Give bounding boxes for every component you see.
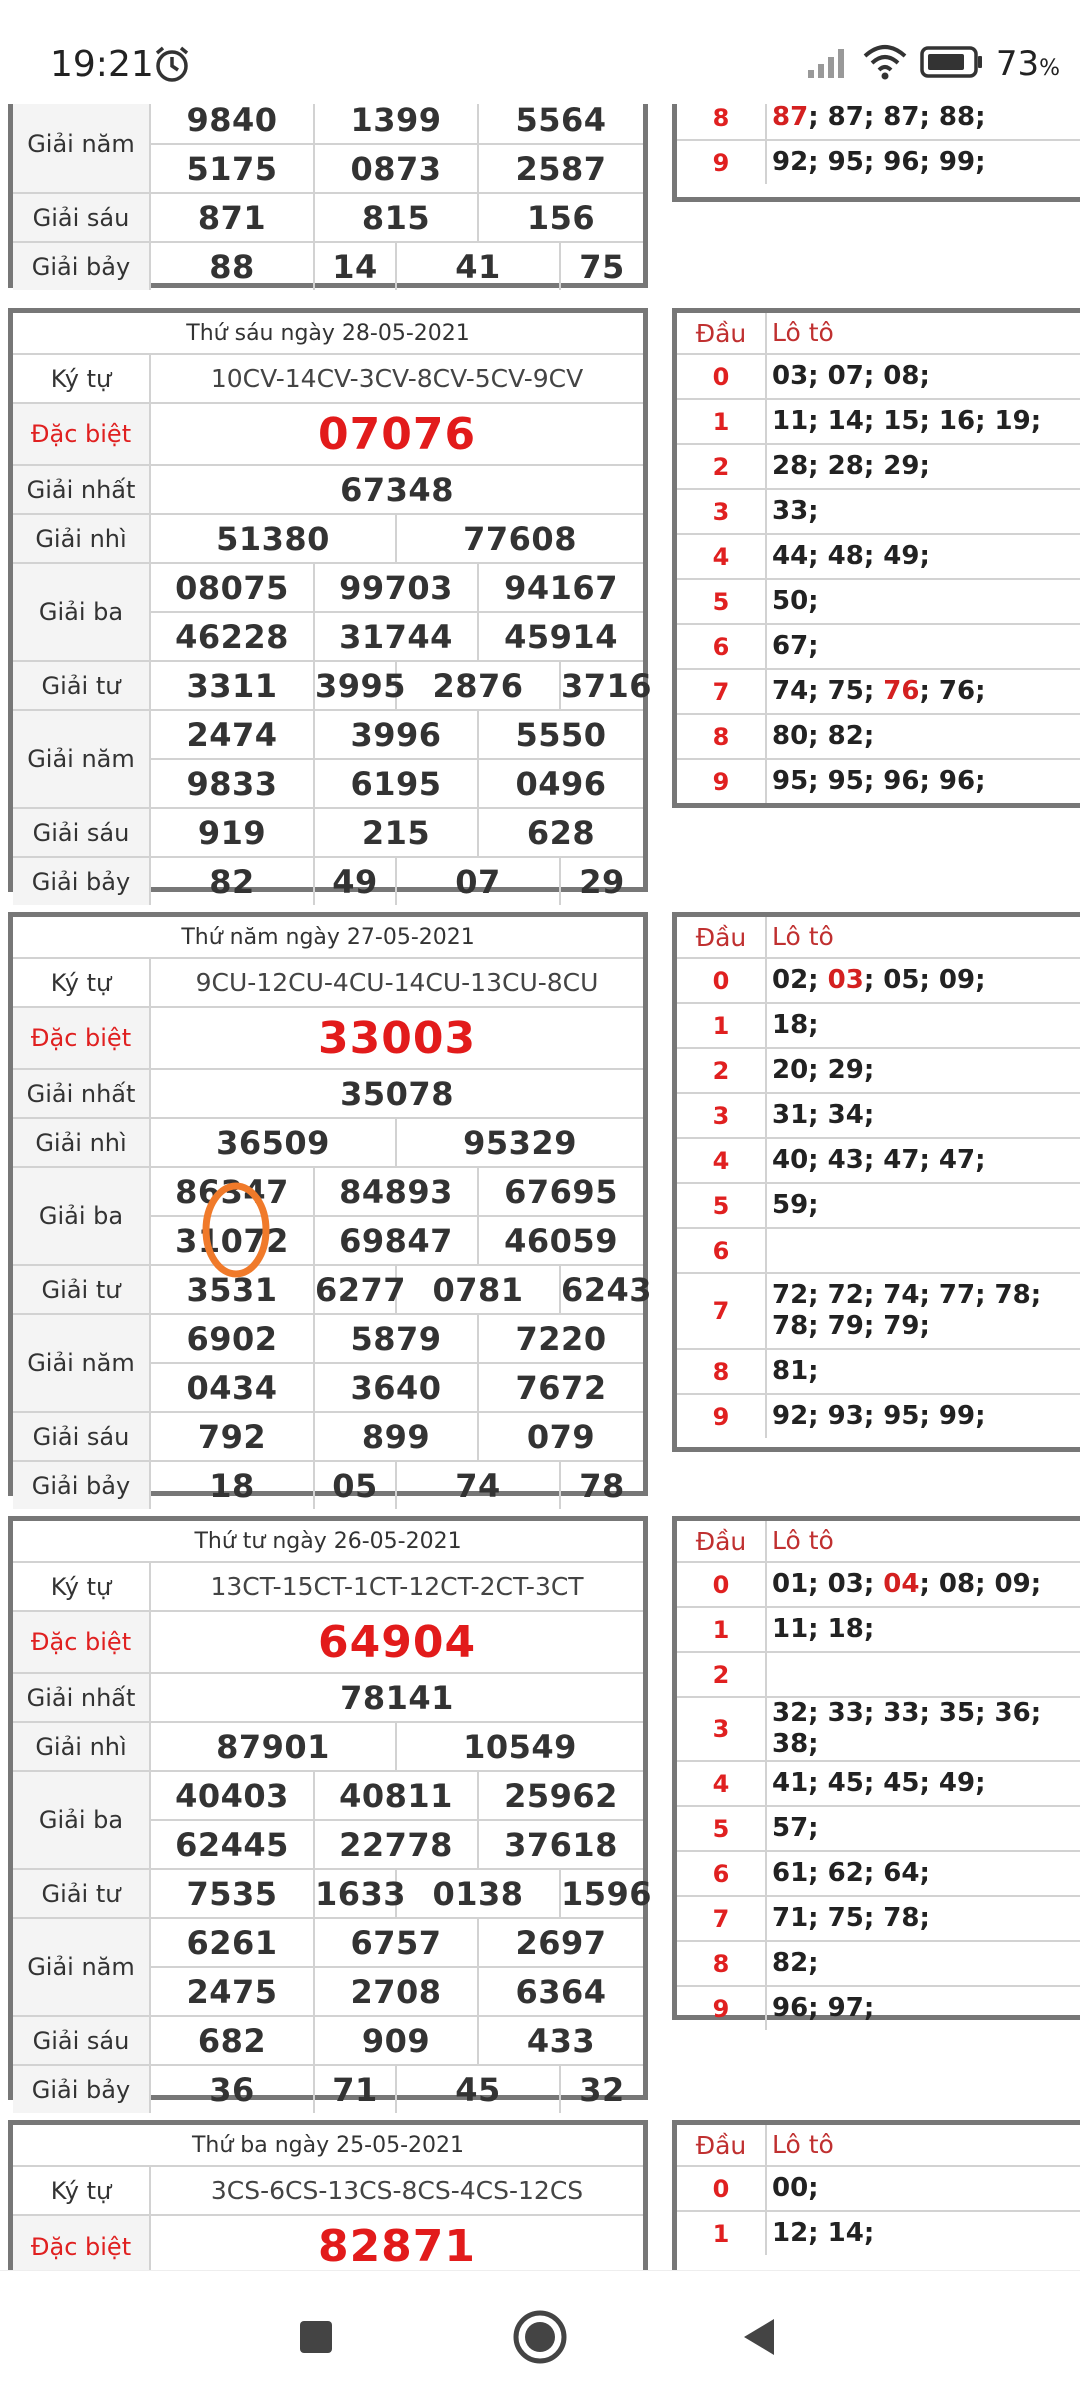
dau-cell: 8: [677, 714, 766, 759]
prize-cell: 0781: [396, 1265, 560, 1314]
loto-cell: 03; 07; 08;: [766, 354, 1080, 399]
loto-header: Lô tô: [766, 2125, 1080, 2166]
back-button[interactable]: [724, 2301, 796, 2373]
circle-icon: [512, 2309, 568, 2365]
prize-cell: 07: [396, 857, 560, 905]
dau-cell: 5: [677, 579, 766, 624]
loto-text: ; 05; 09;: [863, 964, 986, 995]
dau-cell: 6: [677, 1228, 766, 1273]
loto-cell: 59;: [766, 1183, 1080, 1228]
prize-cell: 95329: [396, 1118, 643, 1167]
prize-cell: 05: [314, 1461, 396, 1509]
prize-cell: 3996: [314, 710, 478, 759]
label-giai-tu: Giải tư: [13, 661, 150, 710]
loto-cell: 33;: [766, 489, 1080, 534]
prize-cell: 433: [478, 2016, 643, 2065]
loto-table-26-05: [672, 1516, 1080, 2024]
loto-table-partial: [672, 104, 1080, 202]
loto-cell: [766, 104, 1080, 140]
dau-cell: 4: [677, 534, 766, 579]
label-giai-nam: Giải năm: [13, 104, 150, 193]
loto-cell: 71; 75; 78;: [766, 1896, 1080, 1941]
draw-table-partial: [8, 104, 648, 288]
prize-cell: 49: [314, 857, 396, 905]
system-nav-bar: [0, 2270, 1080, 2401]
dau-cell: 9: [677, 759, 766, 803]
prize-cell: 88: [150, 242, 314, 290]
prize-cell: 40403: [150, 1771, 314, 1820]
prize-cell: 36: [150, 2065, 314, 2113]
status-icons: [806, 44, 1060, 84]
prize-cell: 67348: [150, 465, 643, 514]
label-giai-nhat: Giải nhất: [13, 1673, 150, 1722]
prize-cell: 08075: [150, 563, 314, 612]
loto-cell: 80; 82;: [766, 714, 1080, 759]
dau-cell: 9: [677, 1394, 766, 1438]
loto-highlight: 03: [827, 964, 864, 995]
prize-cell: 40811: [314, 1771, 478, 1820]
label-giai-sau: Giải sáu: [13, 808, 150, 857]
dau-cell: 4: [677, 1138, 766, 1183]
prize-cell: 22778: [314, 1820, 478, 1869]
prize-cell: 78141: [150, 1673, 643, 1722]
home-button[interactable]: [504, 2301, 576, 2373]
prize-cell: 94167: [478, 563, 643, 612]
label-giai-ba: Giải ba: [13, 1167, 150, 1265]
loto-cell: 40; 43; 47; 47;: [766, 1138, 1080, 1183]
dau-cell: 7: [677, 1273, 766, 1349]
prize-cell: 51380: [150, 514, 396, 563]
loto-cell: 50;: [766, 579, 1080, 624]
prize-cell: 6195: [314, 759, 478, 808]
label-ky-tu: Ký tự: [13, 354, 150, 403]
dau-cell: 1: [677, 2211, 766, 2255]
label-ky-tu: Ký tự: [13, 958, 150, 1007]
prize-cell: 45: [396, 2065, 560, 2113]
prize-cell: 871: [150, 193, 314, 242]
dau-cell: 8: [677, 1349, 766, 1394]
dau-cell: 0: [677, 2166, 766, 2211]
loto-cell: 11; 18;: [766, 1607, 1080, 1652]
loto-text: ; 08; 09;: [919, 1568, 1042, 1599]
draw-date: Thứ sáu ngày 28-05-2021: [13, 313, 643, 354]
prize-cell: 87901: [150, 1722, 396, 1771]
battery-percent: [996, 44, 1060, 84]
prize-cell: 5564: [478, 104, 643, 144]
label-giai-nam: Giải năm: [13, 1918, 150, 2016]
loto-text: 02;: [772, 964, 828, 995]
loto-cell: 96; 97;: [766, 1986, 1080, 2030]
prize-cell: 815: [314, 193, 478, 242]
prize-cell: 46228: [150, 612, 314, 661]
loto-cell: 95; 95; 96; 96;: [766, 759, 1080, 803]
loto-text: ; 76;: [919, 675, 986, 706]
loto-cell: 41; 45; 45; 49;: [766, 1761, 1080, 1806]
loto-text: ; 87; 87; 88;: [808, 104, 986, 132]
draw-date: Thứ năm ngày 27-05-2021: [13, 917, 643, 958]
draw-date: Thứ ba ngày 25-05-2021: [13, 2125, 643, 2166]
prize-cell: 45914: [478, 612, 643, 661]
dau-header: Đầu: [677, 917, 766, 958]
prize-cell: 899: [314, 1412, 478, 1461]
label-giai-ba: Giải ba: [13, 563, 150, 661]
prize-cell: 78: [560, 1461, 643, 1509]
loto-cell: [766, 1562, 1080, 1607]
prize-cell: 0138: [396, 1869, 560, 1918]
dau-cell: 2: [677, 1048, 766, 1093]
prize-cell: 6277: [314, 1265, 396, 1314]
ky-tu-value: 10CV-14CV-3CV-8CV-5CV-9CV: [150, 354, 643, 403]
prize-cell: 909: [314, 2016, 478, 2065]
prize-cell: 156: [478, 193, 643, 242]
prize-cell: 2474: [150, 710, 314, 759]
label-giai-sau: Giải sáu: [13, 2016, 150, 2065]
prize-cell: 5879: [314, 1314, 478, 1363]
dau-cell: 9: [677, 140, 766, 184]
prize-cell: 215: [314, 808, 478, 857]
signal-icon: [806, 46, 850, 82]
prize-cell: 82: [150, 857, 314, 905]
dac-biet-value: 33003: [150, 1007, 643, 1069]
loto-table-27-05: [672, 912, 1080, 1452]
prize-cell: 0434: [150, 1363, 314, 1412]
prize-cell: 29: [560, 857, 643, 905]
label-ky-tu: Ký tự: [13, 1562, 150, 1611]
label-giai-nam: Giải năm: [13, 1314, 150, 1412]
label-giai-bay: Giải bảy: [13, 2065, 150, 2113]
dac-biet-value: 07076: [150, 403, 643, 465]
loto-cell: 11; 14; 15; 16; 19;: [766, 399, 1080, 444]
label-dac-biet: Đặc biệt: [13, 1611, 150, 1673]
dau-cell: 1: [677, 1607, 766, 1652]
recent-apps-button[interactable]: [280, 2301, 352, 2373]
prize-cell: 0873: [314, 144, 478, 193]
label-giai-bay: Giải bảy: [13, 1461, 150, 1509]
prize-cell: 86347: [150, 1167, 314, 1216]
ky-tu-value: 13CT-15CT-1CT-12CT-2CT-3CT: [150, 1562, 643, 1611]
label-giai-nhi: Giải nhì: [13, 514, 150, 563]
prize-cell: 7220: [478, 1314, 643, 1363]
loto-text: 74; 75;: [772, 675, 884, 706]
prize-cell: 77608: [396, 514, 643, 563]
status-time: 19:21: [50, 44, 154, 85]
loto-cell: 57;: [766, 1806, 1080, 1851]
dau-cell: 0: [677, 958, 766, 1003]
dau-cell: 4: [677, 1761, 766, 1806]
dau-cell: 3: [677, 1093, 766, 1138]
label-giai-nhat: Giải nhất: [13, 465, 150, 514]
dau-cell: 1: [677, 399, 766, 444]
prize-cell: 1399: [314, 104, 478, 144]
dau-cell: 2: [677, 1652, 766, 1697]
prize-cell: 67695: [478, 1167, 643, 1216]
label-giai-bay: Giải bảy: [13, 242, 150, 290]
prize-cell: 2475: [150, 1967, 314, 2016]
loto-cell: 31; 34;: [766, 1093, 1080, 1138]
label-giai-nhi: Giải nhì: [13, 1118, 150, 1167]
dau-cell: 8: [677, 1941, 766, 1986]
prize-cell: 3995: [314, 661, 396, 710]
dau-header: Đầu: [677, 313, 766, 354]
loto-cell: 28; 28; 29;: [766, 444, 1080, 489]
loto-cell: 00;: [766, 2166, 1080, 2211]
label-dac-biet: Đặc biệt: [13, 1007, 150, 1069]
label-giai-ba: Giải ba: [13, 1771, 150, 1869]
prize-cell: 3640: [314, 1363, 478, 1412]
loto-cell: [766, 1652, 1080, 1697]
loto-text: 01; 03;: [772, 1568, 884, 1599]
prize-cell: 14: [314, 242, 396, 290]
prize-cell: 46059: [478, 1216, 643, 1265]
prize-cell: 0496: [478, 759, 643, 808]
loto-cell: 82;: [766, 1941, 1080, 1986]
loto-table-25-05: [672, 2120, 1080, 2270]
loto-cell: 72; 72; 74; 77; 78; 78; 79; 79;: [766, 1273, 1080, 1349]
prize-cell: 1596: [560, 1869, 643, 1918]
results-scroll-area[interactable]: [0, 104, 1080, 2270]
label-dac-biet: Đặc biệt: [13, 2215, 150, 2270]
prize-cell: 6902: [150, 1314, 314, 1363]
prize-cell: 32: [560, 2065, 643, 2113]
loto-cell: 18;: [766, 1003, 1080, 1048]
prize-cell: 6364: [478, 1967, 643, 2016]
label-giai-nhat: Giải nhất: [13, 1069, 150, 1118]
dau-header: Đầu: [677, 1521, 766, 1562]
loto-cell: 12; 14;: [766, 2211, 1080, 2255]
label-giai-nam: Giải năm: [13, 710, 150, 808]
loto-cell: 61; 62; 64;: [766, 1851, 1080, 1896]
prize-cell: 36509: [150, 1118, 396, 1167]
dau-cell: 0: [677, 1562, 766, 1607]
label-giai-nhi: Giải nhì: [13, 1722, 150, 1771]
prize-cell: 69847: [314, 1216, 478, 1265]
back-triangle-icon: [738, 2315, 782, 2359]
draw-table-25-05: [8, 2120, 648, 2270]
battery-icon: [920, 45, 984, 83]
loto-table-28-05: [672, 308, 1080, 808]
loto-highlight: 04: [883, 1568, 920, 1599]
square-icon: [296, 2317, 336, 2357]
dau-cell: 7: [677, 669, 766, 714]
status-bar: [0, 0, 1080, 104]
prize-cell: 6261: [150, 1918, 314, 1967]
prize-cell: 919: [150, 808, 314, 857]
dau-cell: 6: [677, 624, 766, 669]
prize-cell: 2587: [478, 144, 643, 193]
dac-biet-value: 64904: [150, 1611, 643, 1673]
battery-unit: %: [1039, 56, 1060, 81]
prize-cell: 2876: [396, 661, 560, 710]
loto-cell: 44; 48; 49;: [766, 534, 1080, 579]
prize-cell: 9840: [150, 104, 314, 144]
prize-cell: 079: [478, 1412, 643, 1461]
dau-cell: 2: [677, 444, 766, 489]
prize-cell: 792: [150, 1412, 314, 1461]
dac-biet-value: 82871: [150, 2215, 643, 2270]
loto-highlight: 87: [772, 104, 809, 132]
prize-cell: 3716: [560, 661, 643, 710]
prize-cell: 7672: [478, 1363, 643, 1412]
dau-cell: 3: [677, 1697, 766, 1761]
label-giai-sau: Giải sáu: [13, 193, 150, 242]
prize-cell: 7535: [150, 1869, 314, 1918]
label-giai-sau: Giải sáu: [13, 1412, 150, 1461]
prize-cell: 18: [150, 1461, 314, 1509]
loto-header: Lô tô: [766, 313, 1080, 354]
dau-cell: 5: [677, 1183, 766, 1228]
prize-cell: 37618: [478, 1820, 643, 1869]
loto-cell: 92; 93; 95; 99;: [766, 1394, 1080, 1438]
prize-cell: 628: [478, 808, 643, 857]
prize-cell: 25962: [478, 1771, 643, 1820]
alarm-icon: [152, 44, 192, 88]
loto-cell: 32; 33; 33; 35; 36; 38;: [766, 1697, 1080, 1761]
loto-cell: [766, 1228, 1080, 1273]
dau-cell: 7: [677, 1896, 766, 1941]
draw-table-28-05: [8, 308, 653, 901]
prize-cell: 2708: [314, 1967, 478, 2016]
dau-cell: 1: [677, 1003, 766, 1048]
prize-cell: 682: [150, 2016, 314, 2065]
prize-cell: 74: [396, 1461, 560, 1509]
loto-cell: [766, 669, 1080, 714]
loto-header: Lô tô: [766, 1521, 1080, 1562]
loto-cell: 92; 95; 96; 99;: [766, 140, 1080, 184]
dau-cell: 3: [677, 489, 766, 534]
dau-cell: 0: [677, 354, 766, 399]
prize-cell: 31744: [314, 612, 478, 661]
ky-tu-value: 3CS-6CS-13CS-8CS-4CS-12CS: [150, 2166, 643, 2215]
prize-cell: 5550: [478, 710, 643, 759]
dau-cell: 9: [677, 1986, 766, 2030]
prize-cell: 84893: [314, 1167, 478, 1216]
prize-cell: 6757: [314, 1918, 478, 1967]
loto-cell: [766, 958, 1080, 1003]
wifi-icon: [862, 44, 908, 84]
prize-cell: 3311: [150, 661, 314, 710]
prize-cell: 6243: [560, 1265, 643, 1314]
prize-cell: 1633: [314, 1869, 396, 1918]
prize-cell: 31072: [150, 1216, 314, 1265]
prize-cell: 2697: [478, 1918, 643, 1967]
prize-cell: 3531: [150, 1265, 314, 1314]
battery-value: 73: [995, 44, 1040, 84]
loto-cell: 20; 29;: [766, 1048, 1080, 1093]
prize-cell: 99703: [314, 563, 478, 612]
draw-table-26-05: [8, 1516, 653, 2109]
prize-cell: 5175: [150, 144, 314, 193]
dau-header: Đầu: [677, 2125, 766, 2166]
prize-cell: 35078: [150, 1069, 643, 1118]
prize-cell: 10549: [396, 1722, 643, 1771]
draw-table-27-05: [8, 912, 653, 1505]
dau-cell: 5: [677, 1806, 766, 1851]
prize-cell: 9833: [150, 759, 314, 808]
prize-cell: 62445: [150, 1820, 314, 1869]
label-ky-tu: Ký tự: [13, 2166, 150, 2215]
loto-highlight: 76: [883, 675, 920, 706]
prize-cell: 71: [314, 2065, 396, 2113]
loto-header: Lô tô: [766, 917, 1080, 958]
prize-cell: 75: [560, 242, 643, 290]
label-giai-bay: Giải bảy: [13, 857, 150, 905]
dau-cell: 8: [677, 104, 766, 140]
dau-cell: 6: [677, 1851, 766, 1896]
ky-tu-value: 9CU-12CU-4CU-14CU-13CU-8CU: [150, 958, 643, 1007]
loto-cell: 81;: [766, 1349, 1080, 1394]
label-dac-biet: Đặc biệt: [13, 403, 150, 465]
loto-cell: 67;: [766, 624, 1080, 669]
prize-cell: 41: [396, 242, 560, 290]
label-giai-tu: Giải tư: [13, 1265, 150, 1314]
label-giai-tu: Giải tư: [13, 1869, 150, 1918]
draw-date: Thứ tư ngày 26-05-2021: [13, 1521, 643, 1562]
